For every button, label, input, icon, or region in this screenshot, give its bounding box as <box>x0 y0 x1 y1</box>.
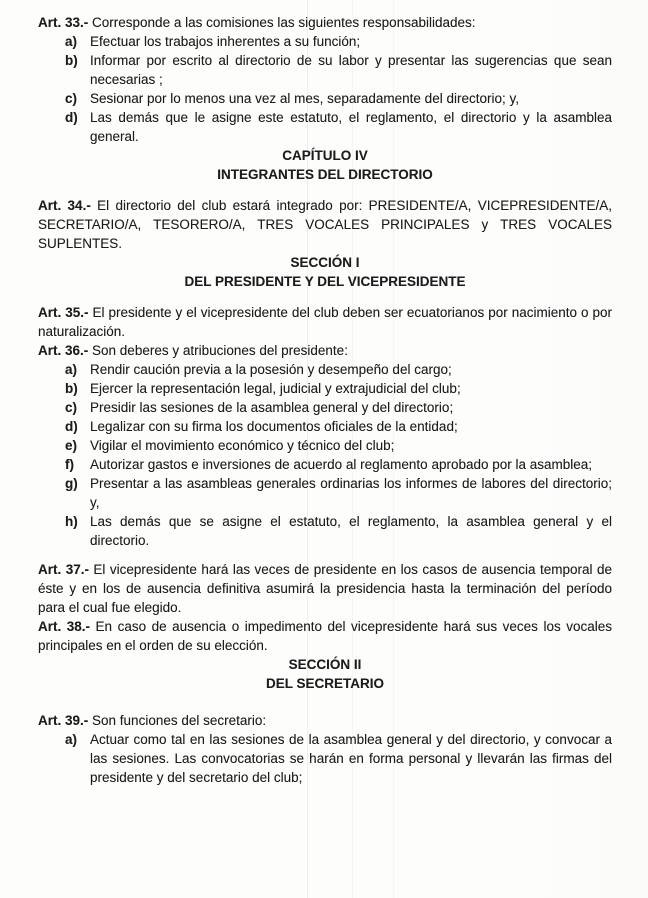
list-item-text: Informar por escrito al directorio de su labor y presentar las sugerencias que sean necesarias ; <box>90 53 612 87</box>
article-37-label: Art. 37.- <box>38 562 89 577</box>
list-item <box>38 512 612 550</box>
list-item-text: Ejercer la representación legal, judicial y extrajudicial del club; <box>90 381 461 396</box>
list-item-text: Sesionar por lo menos una vez al mes, separadamente del directorio; y, <box>90 91 519 106</box>
list-item-text: Autorizar gastos e inversiones de acuerdo al reglamento aprobado por la asamblea; <box>90 457 593 472</box>
list-item-text: Las demás que se asigne el estatuto, el reglamento, la asamblea general y el directorio. <box>90 514 612 548</box>
list-item-marker: b) <box>65 381 78 396</box>
list-item-marker: g) <box>65 476 78 491</box>
list-item-marker: c) <box>65 91 78 106</box>
list-item-text: Vigilar el movimiento económico y técnico del club; <box>90 438 395 453</box>
section-2-heading <box>38 655 612 693</box>
section-2-subtitle: DEL SECRETARIO <box>265 676 384 691</box>
article-33 <box>38 13 612 32</box>
article-35 <box>38 303 612 341</box>
list-item <box>38 398 612 417</box>
list-item <box>38 89 612 108</box>
list-item-marker: c) <box>65 400 78 415</box>
list-item-marker: d) <box>65 419 78 434</box>
list-item-marker: e) <box>65 438 78 453</box>
article-33-list <box>38 32 612 146</box>
article-38 <box>38 617 612 655</box>
article-36-label: Art. 36.- <box>38 343 89 358</box>
list-item-text: Legalizar con su firma los documentos oficiales de la entidad; <box>90 419 458 434</box>
article-34-text: El directorio del club estará integrado por: PRESIDENTE/A, VICEPRESIDENTE/A, SECRETARIO/A, TESORERO/A, TRES VOCALES PRINCIPALES y TRES VOCALES SUPLENTES. <box>38 198 612 251</box>
article-34-label: Art. 34.- <box>38 198 91 213</box>
list-item <box>38 108 612 146</box>
list-item-text: Presidir las sesiones de la asamblea general y del directorio; <box>90 400 454 415</box>
article-37 <box>38 560 612 617</box>
article-33-label: Art. 33.- <box>38 15 89 30</box>
article-39-label: Art. 39.- <box>38 713 89 728</box>
article-39-list <box>38 730 612 787</box>
list-item <box>38 32 612 51</box>
list-item-text: Actuar como tal en las sesiones de la asamblea general y del directorio, y convocar a las sesiones. Las convocatorias se harán en forma personal y llevarán las firmas del presidente y del secretario del club; <box>90 732 612 785</box>
chapter-4-title: CAPÍTULO IV <box>282 148 368 163</box>
article-39 <box>38 711 612 730</box>
article-35-text: El presidente y el vicepresidente del club deben ser ecuatorianos por nacimiento o por naturalización. <box>38 305 612 339</box>
chapter-4-heading <box>38 146 612 184</box>
list-item <box>38 417 612 436</box>
list-item-text: Presentar a las asambleas generales ordinarias los informes de labores del directorio; y, <box>90 476 612 510</box>
article-36-list <box>38 360 612 550</box>
list-item-marker: f) <box>65 457 74 472</box>
article-38-text: En caso de ausencia o impedimento del vicepresidente hará sus veces los vocales principales en el orden de su elección. <box>38 619 612 653</box>
section-1-subtitle: DEL PRESIDENTE Y DEL VICEPRESIDENTE <box>184 274 466 289</box>
list-item <box>38 455 612 474</box>
article-34 <box>38 196 612 253</box>
article-38-label: Art. 38.- <box>38 619 91 634</box>
list-item-marker: a) <box>65 34 78 49</box>
list-item-marker: d) <box>65 110 78 125</box>
list-item-marker: b) <box>65 53 78 68</box>
section-1-heading <box>38 253 612 291</box>
list-item <box>38 360 612 379</box>
list-item <box>38 51 612 89</box>
section-2-title: SECCIÓN II <box>288 657 362 672</box>
list-item <box>38 436 612 455</box>
list-item-text: Las demás que le asigne este estatuto, el reglamento, el directorio y la asamblea general. <box>90 110 612 144</box>
article-36-text: Son deberes y atribuciones del presidente: <box>92 343 348 358</box>
list-item-marker: a) <box>65 362 78 377</box>
list-item <box>38 474 612 512</box>
list-item <box>38 379 612 398</box>
article-36 <box>38 341 612 360</box>
list-item-text: Rendir caución previa a la posesión y desempeño del cargo; <box>90 362 452 377</box>
list-item <box>38 730 612 787</box>
list-item-text: Efectuar los trabajos inherentes a su función; <box>90 34 361 49</box>
article-33-text: Corresponde a las comisiones las siguientes responsabilidades: <box>92 15 476 30</box>
article-37-text: El vicepresidente hará las veces de presidente en los casos de ausencia temporal de éste y en los de ausencia definitiva asumirá la presidencia hasta la terminación del período para el cual fue elegido. <box>38 562 612 615</box>
chapter-4-subtitle: INTEGRANTES DEL DIRECTORIO <box>217 167 433 182</box>
list-item-marker: h) <box>65 514 78 529</box>
list-item-marker: a) <box>65 732 78 747</box>
article-35-label: Art. 35.- <box>38 305 89 320</box>
section-1-title: SECCIÓN I <box>290 255 360 270</box>
article-39-text: Son funciones del secretario: <box>92 713 267 728</box>
